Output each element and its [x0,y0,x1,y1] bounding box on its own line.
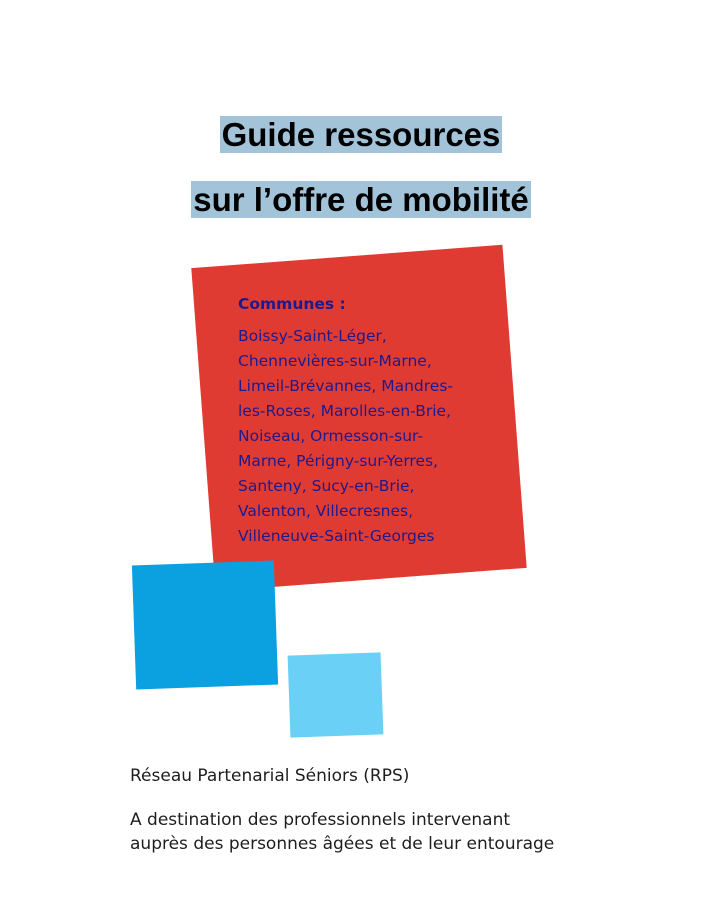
audience-line-2: auprès des personnes âgées et de leur entourage [130,834,555,854]
communes-list: Boissy-Saint-Léger, Chennevières-sur-Marne, Limeil-Brévannes, Mandres- les-Roses, Marolles-en-Brie, Noiseau, Ormesson-sur- Marne, Périgny-sur-Yerres, Santeny, Sucy-en-Brie, Valenton, Villecresnes, Villeneuve-Saint-Georges [238,327,453,545]
network-name: Réseau Partenarial Séniors (RPS) [130,766,410,786]
title-line-1 [0,115,722,155]
light-blue-decorative-square [288,652,384,737]
audience-statement [130,808,690,856]
title-line-2-text: sur l’offre de mobilité [193,181,529,218]
communes-block [238,292,488,549]
communes-heading: Communes : [238,295,346,313]
title-line-1-text: Guide ressources [221,116,501,153]
blue-decorative-square [132,561,278,690]
title-line-2 [0,180,722,220]
audience-line-1: A destination des professionnels intervenant [130,810,511,830]
